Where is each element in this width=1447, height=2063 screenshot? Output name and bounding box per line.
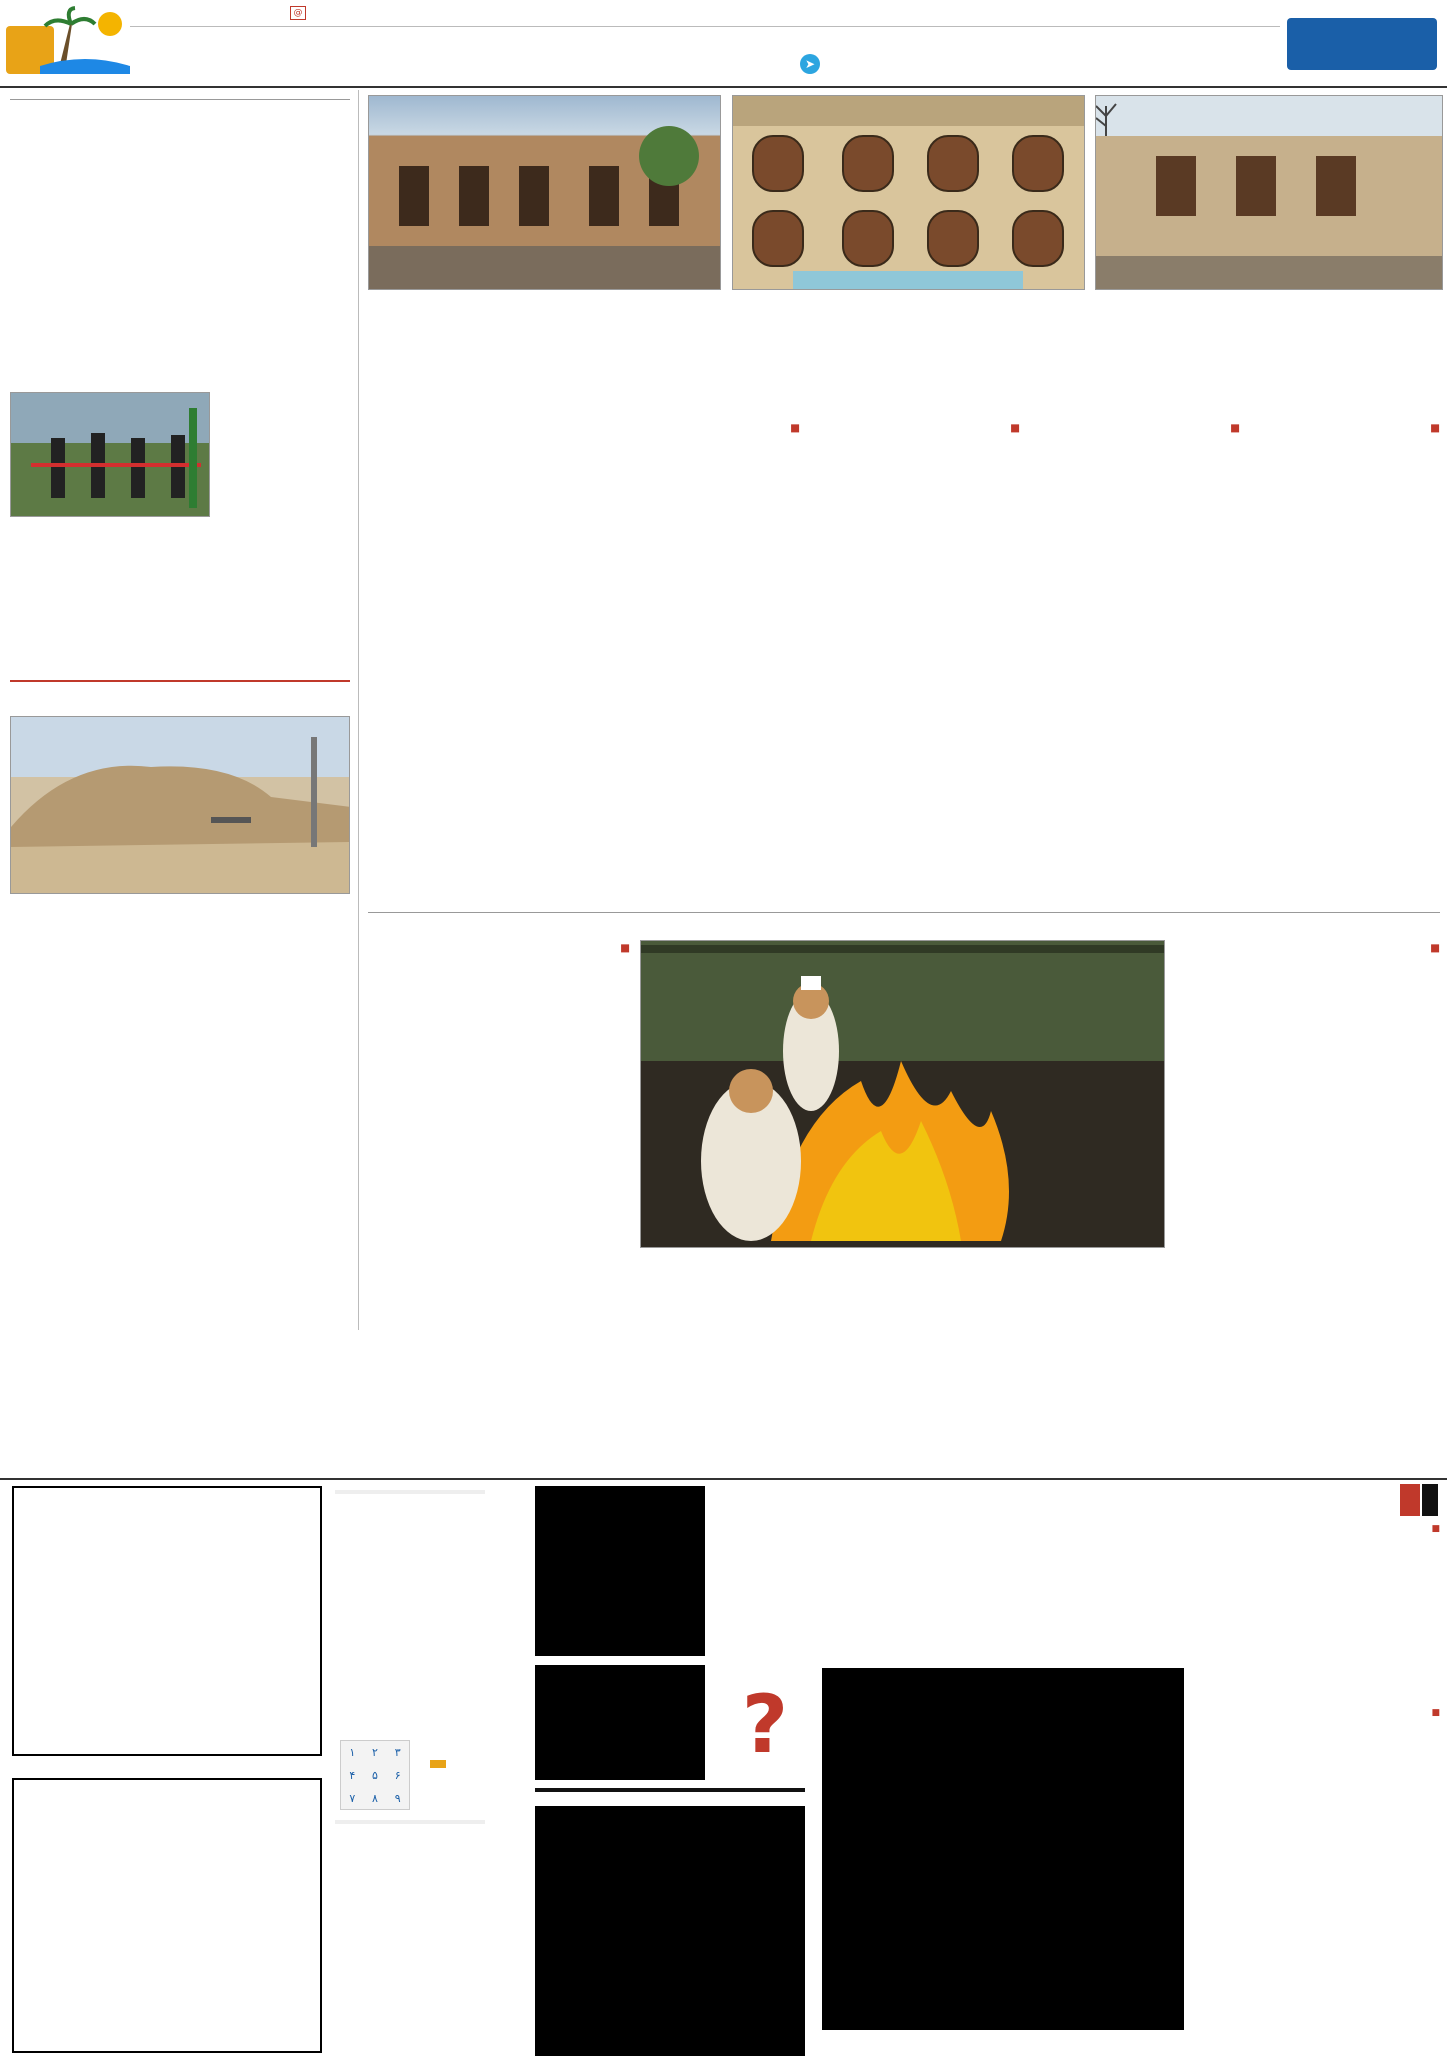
main-col-4	[588, 420, 800, 900]
sudoku-hard-title	[335, 1820, 485, 1824]
report-subhead-1	[1175, 940, 1440, 958]
hard-solution-grid	[535, 1665, 705, 1780]
photo-house-courtyard-2	[1095, 95, 1443, 290]
report-col-right	[1175, 940, 1440, 1460]
telegram-block[interactable]	[800, 52, 980, 82]
report-col-mid	[640, 1255, 1165, 1460]
report-subhead-2	[368, 940, 630, 958]
sudoku-number-badge	[430, 1760, 446, 1768]
news-label	[10, 96, 350, 100]
travel-icon	[40, 4, 130, 74]
sudoku-easy-title	[335, 1490, 485, 1494]
crossword-title	[1422, 1484, 1438, 1516]
crossword-row-numbers	[1186, 1668, 1206, 2030]
left-divider	[10, 680, 350, 682]
sudoku-cube-icon: ۱ ۲ ۳ ۴ ۵ ۶ ۷ ۸ ۹	[340, 1740, 410, 1810]
photo-house-courtyard-1	[368, 95, 721, 290]
sudoku-hard-grid[interactable]	[12, 1778, 322, 2053]
article2-body	[10, 900, 350, 1330]
subhead-history	[1028, 420, 1240, 438]
down-title	[1431, 1708, 1440, 1718]
crossword-down	[1215, 1706, 1440, 2056]
main-col-5	[368, 420, 580, 900]
photo-headline	[641, 945, 1165, 953]
subhead-exhibits	[588, 420, 800, 438]
rules-body	[335, 1580, 485, 1730]
article1-body-2	[10, 392, 350, 677]
photo-chogha-mish	[10, 716, 350, 894]
subhead-architecture	[808, 420, 1020, 438]
email-icon: @	[290, 6, 306, 20]
logo	[1287, 18, 1437, 70]
across-title	[1431, 1524, 1440, 1534]
puzzle-top-rule	[0, 1478, 1447, 1480]
photo-sadeh-festival	[640, 940, 1165, 1248]
question-icon: ?	[741, 1678, 789, 1771]
main-col-3	[808, 420, 1020, 900]
crossword-across-cont	[845, 1484, 1205, 1644]
article1-body	[10, 155, 350, 390]
masthead	[0, 0, 1447, 88]
crossword-grid[interactable]	[822, 1668, 1184, 2030]
report-divider	[368, 912, 1440, 913]
crossword-across	[1215, 1522, 1440, 1702]
easy-solution-grid	[535, 1486, 705, 1656]
left-column-divider	[358, 90, 359, 1330]
sudoku-easy-grid[interactable]	[12, 1486, 322, 1756]
byline	[1430, 422, 1440, 434]
header-rule	[130, 26, 1280, 27]
report-col-left	[368, 940, 630, 1460]
answer-title	[535, 1788, 805, 1792]
crossword-number	[1400, 1484, 1420, 1516]
sudoku-about	[335, 1898, 485, 2053]
photo-house-facade	[732, 95, 1085, 290]
answer-grid	[535, 1806, 805, 2056]
telegram-icon: ➤	[800, 54, 820, 74]
main-col-1	[1250, 420, 1440, 900]
crossword-header	[1238, 1484, 1438, 1516]
main-col-2	[1028, 420, 1240, 900]
